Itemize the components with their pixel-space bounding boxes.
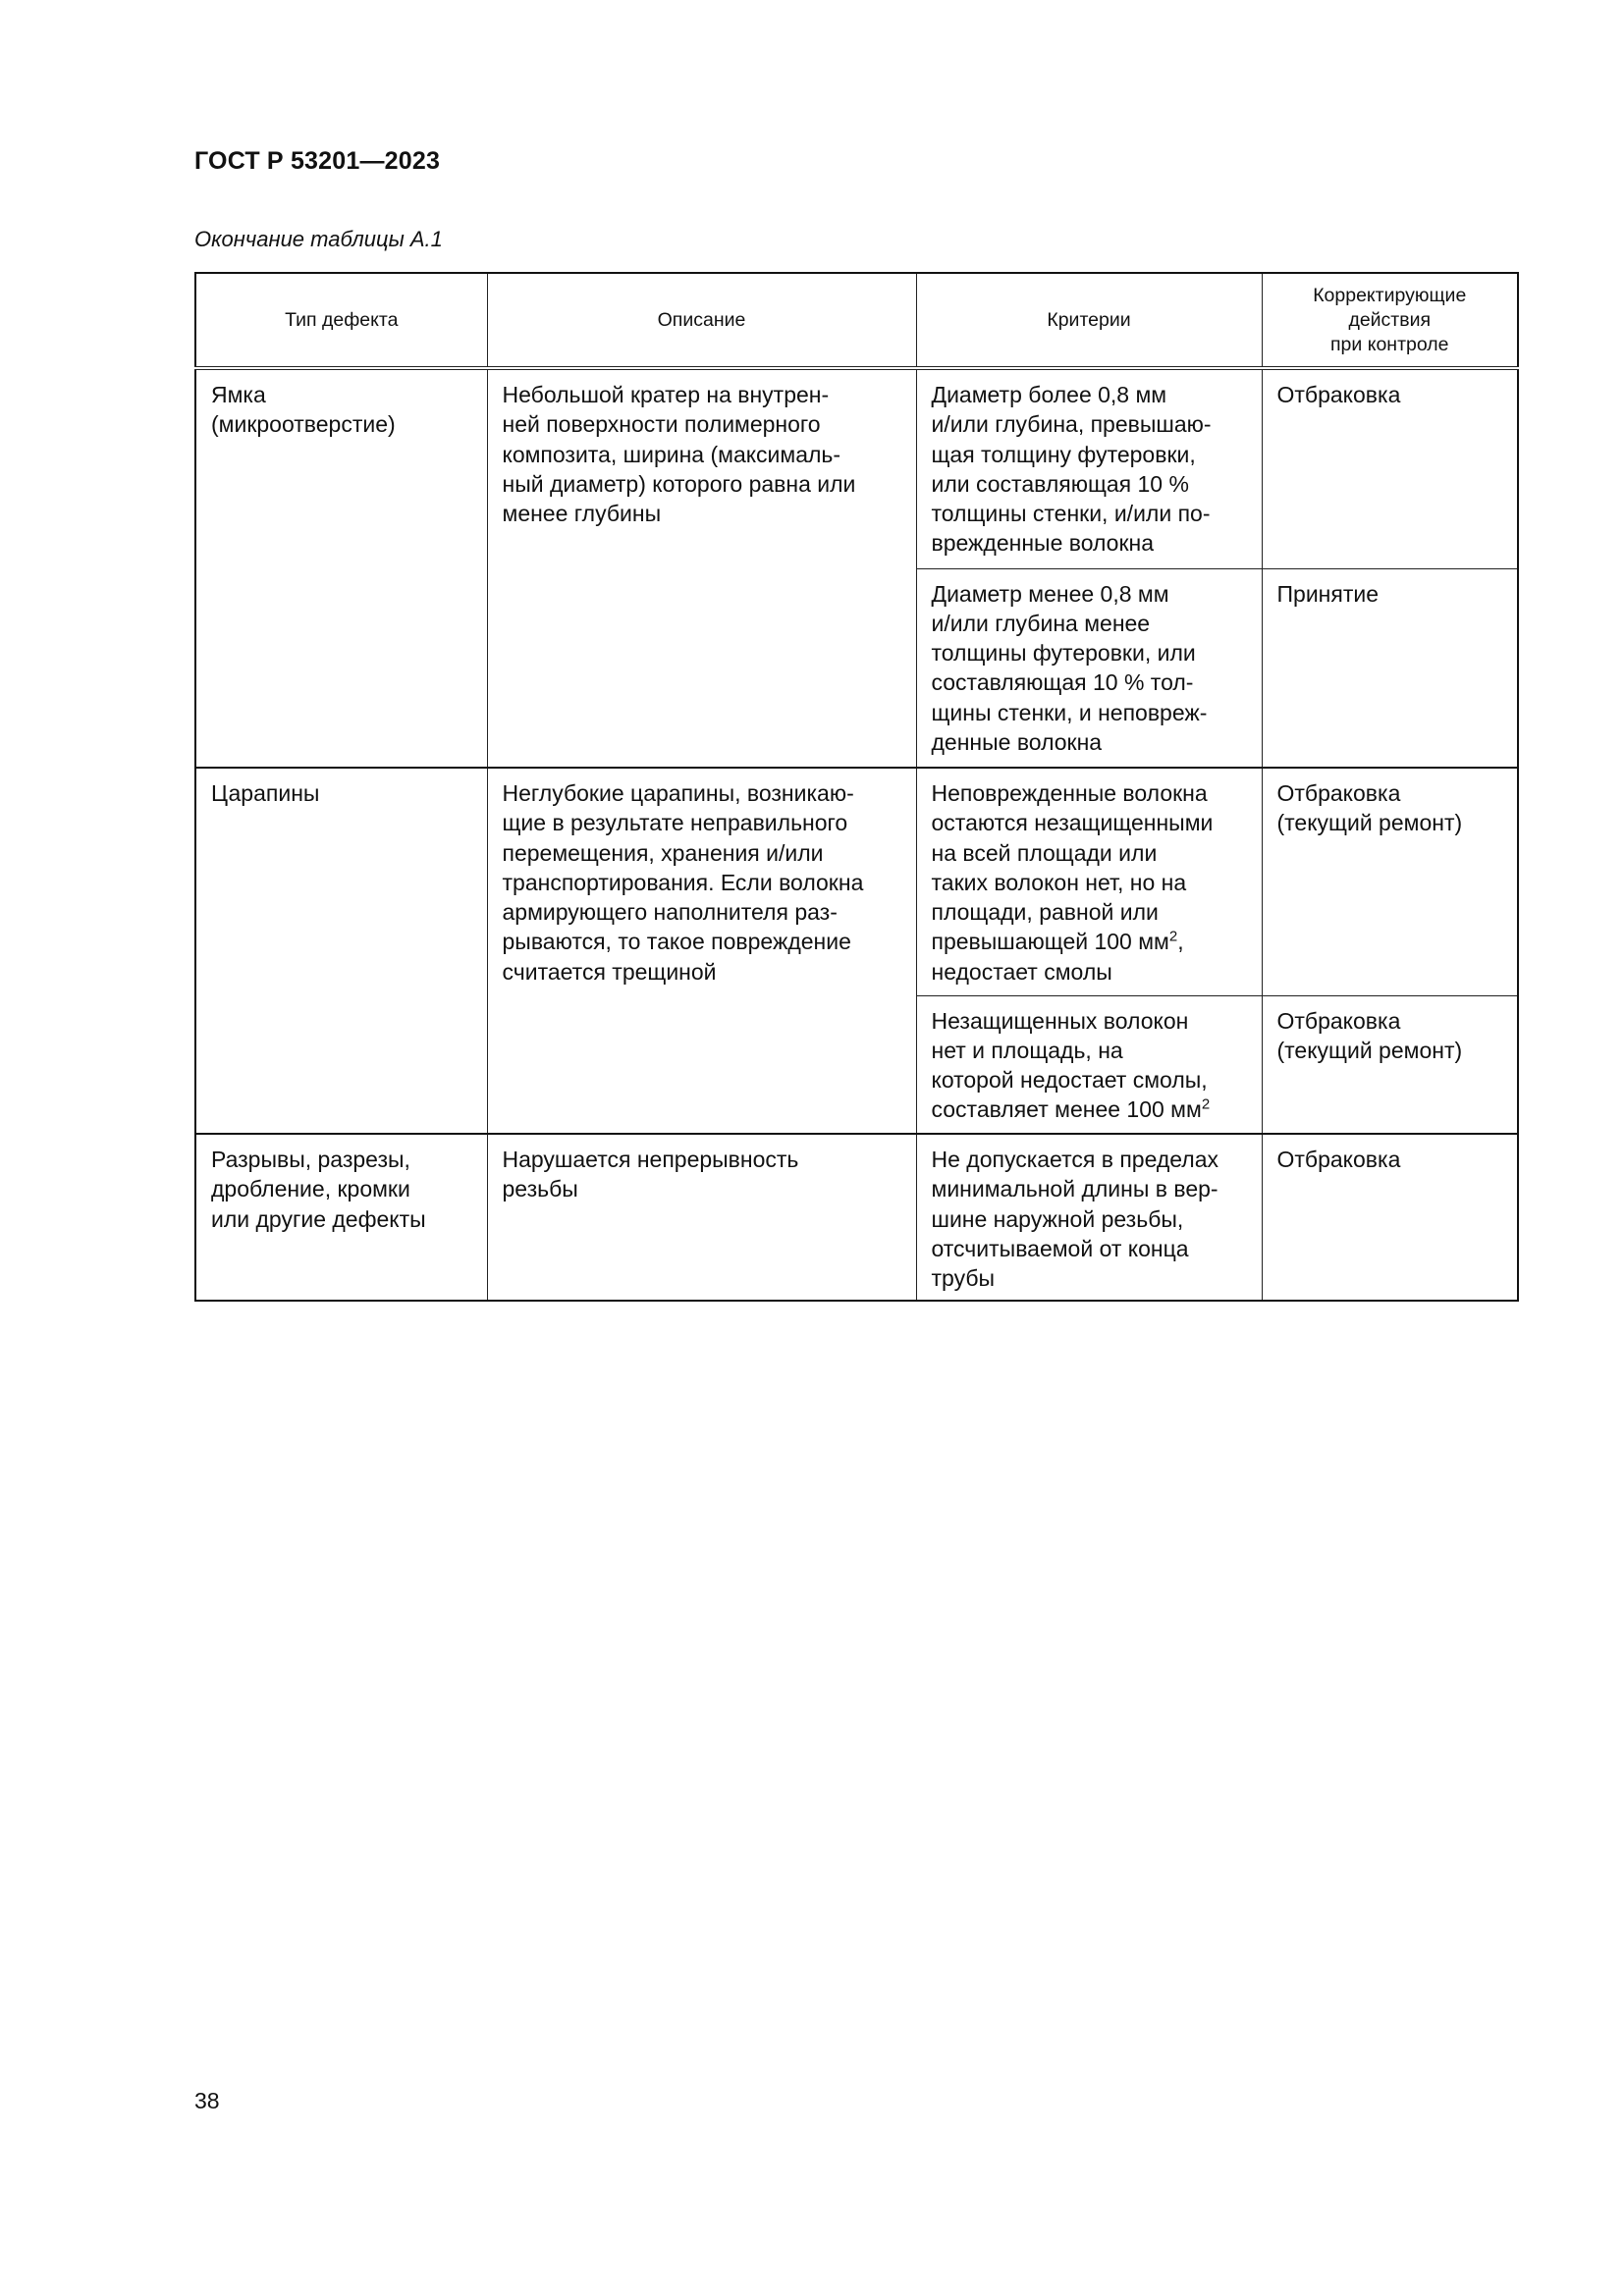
criteria-text: Диаметр более 0,8 мм и/или глубина, превышаю- щая толщину футеровки, или составляющая 10 % толщины стенки, и/или по- врежденные волокна [931,382,1212,557]
criteria-text: Незащищенных волокон нет и площадь, на которой недостает смолы, составляет менее 100 мм [931,1007,1208,1123]
criteria-cell [916,568,1262,768]
document-header: ГОСТ Р 53201—2023 [194,147,441,175]
action-cell: Отбраковка [1262,1134,1518,1301]
action-cell: Принятие [1262,568,1518,768]
criteria-cell [916,1134,1262,1301]
description-cell: Неглубокие царапины, возникаю- щие в результате неправильного перемещения, хранения и/или транспортирования. Если волокна армирующего наполнителя раз- рываются, то такое повреждение считается трещиной [487,768,916,1134]
criteria-cell [916,768,1262,995]
table-header-row [195,273,1518,368]
defects-table [194,272,1519,1302]
action-cell: Отбраковка [1262,368,1518,568]
superscript: 2 [1168,928,1178,945]
superscript: 2 [1201,1095,1211,1113]
description-cell: Нарушается непрерывность резьбы [487,1134,916,1301]
page-number: 38 [194,2088,220,2113]
defect-type-cell: Ямка (микроотверстие) [195,368,487,768]
table-row [195,368,1518,568]
column-header-defect-type: Тип дефекта [195,273,487,368]
criteria-cell [916,368,1262,568]
column-header-corrective-actions: Корректирующие действия при контроле [1262,273,1518,368]
defect-type-cell: Разрывы, разрезы, дробление, кромки или другие дефекты [195,1134,487,1301]
criteria-cell [916,995,1262,1134]
table-row [195,768,1518,995]
action-cell: Отбраковка (текущий ремонт) [1262,995,1518,1134]
criteria-text: Диаметр менее 0,8 мм и/или глубина менее толщины футеровки, или составляющая 10 % тол- щины стенки, и неповреж- денные волокна [931,580,1208,755]
table-row [195,1134,1518,1301]
column-header-description: Описание [487,273,916,368]
column-header-criteria: Критерии [916,273,1262,368]
criteria-text: Неповрежденные волокна остаются незащищенными на всей площади или таких волокон нет, но на площади, равной или превышающей 100 мм [931,780,1214,955]
action-cell: Отбраковка (текущий ремонт) [1262,768,1518,995]
criteria-suffix: , недостает смолы [931,929,1184,985]
defect-type-cell: Царапины [195,768,487,1134]
criteria-text: Не допускается в пределах минимальной длины в вер- шине наружной резьбы, отсчитываемой от конца трубы [931,1147,1219,1292]
table-caption: Окончание таблицы А.1 [194,227,443,251]
description-cell: Небольшой кратер на внутрен- ней поверхности полимерного композита, ширина (максималь- ный диаметр) которого равна или менее глубины [487,368,916,768]
